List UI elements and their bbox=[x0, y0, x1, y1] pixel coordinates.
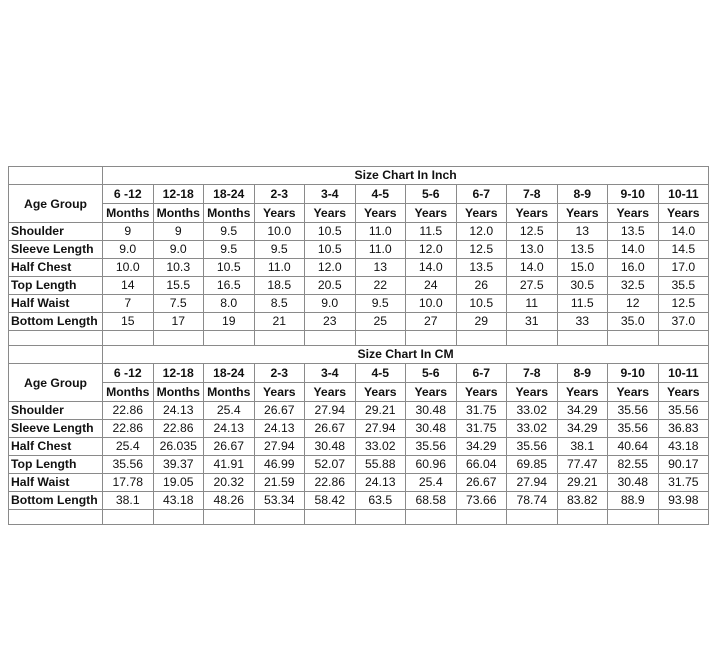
measurement-cell: 8.0 bbox=[204, 295, 255, 313]
measurement-cell: 90.17 bbox=[658, 456, 709, 474]
cm-section-age-unit: Years bbox=[608, 383, 659, 402]
measurement-cell: 83.82 bbox=[557, 492, 608, 510]
measurement-cell: 14.0 bbox=[658, 223, 709, 241]
measurement-cell: 43.18 bbox=[153, 492, 204, 510]
spacer-cell bbox=[103, 510, 154, 525]
measurement-cell: 35.5 bbox=[658, 277, 709, 295]
measurement-cell: 35.56 bbox=[608, 420, 659, 438]
measurement-cell: 8.5 bbox=[254, 295, 305, 313]
inch-section-age-unit: Years bbox=[355, 204, 406, 223]
measurement-cell: 7.5 bbox=[153, 295, 204, 313]
measurement-cell: 77.47 bbox=[557, 456, 608, 474]
measurement-cell: 93.98 bbox=[658, 492, 709, 510]
inch-section-age-range: 2-3 bbox=[254, 185, 305, 204]
spacer-cell bbox=[9, 510, 103, 525]
table-row bbox=[9, 259, 709, 277]
measurement-cell: 10.5 bbox=[456, 295, 507, 313]
measurement-cell: 15.0 bbox=[557, 259, 608, 277]
measurement-cell: 30.48 bbox=[305, 438, 356, 456]
cm-section-age-group-label: Age Group bbox=[9, 364, 103, 402]
measurement-cell: 14 bbox=[103, 277, 154, 295]
size-chart-sheet bbox=[8, 166, 708, 528]
inch-section-age-range: 7-8 bbox=[507, 185, 558, 204]
measurement-cell: 26.035 bbox=[153, 438, 204, 456]
measurement-cell: 35.56 bbox=[608, 402, 659, 420]
measurement-cell: 35.56 bbox=[406, 438, 457, 456]
inch-section-age-range: 10-11 bbox=[658, 185, 709, 204]
table-row bbox=[9, 456, 709, 474]
inch-section-age-range: 6-7 bbox=[456, 185, 507, 204]
inch-section-age-range: 12-18 bbox=[153, 185, 204, 204]
measurement-cell: 14.0 bbox=[406, 259, 457, 277]
measurement-cell: 14.5 bbox=[658, 241, 709, 259]
cm-section-age-range: 3-4 bbox=[305, 364, 356, 383]
measurement-cell: 52.07 bbox=[305, 456, 356, 474]
table-row bbox=[9, 277, 709, 295]
measurement-cell: 24.13 bbox=[204, 420, 255, 438]
measurement-cell: 39.37 bbox=[153, 456, 204, 474]
spacer-cell bbox=[557, 510, 608, 525]
cm-section-age-range: 5-6 bbox=[406, 364, 457, 383]
measurement-cell: 13.0 bbox=[507, 241, 558, 259]
measurement-cell: 12.0 bbox=[305, 259, 356, 277]
measurement-cell: 10.3 bbox=[153, 259, 204, 277]
measurement-cell: 34.29 bbox=[456, 438, 507, 456]
measurement-cell: 10.0 bbox=[254, 223, 305, 241]
measurement-cell: 17.0 bbox=[658, 259, 709, 277]
inch-section-age-unit: Months bbox=[153, 204, 204, 223]
measurement-cell: 15 bbox=[103, 313, 154, 331]
measurement-cell: 26.67 bbox=[305, 420, 356, 438]
inch-section-header-row-bottom bbox=[9, 204, 709, 223]
inch-section-age-range: 18-24 bbox=[204, 185, 255, 204]
measurement-cell: 37.0 bbox=[658, 313, 709, 331]
inch-section-age-unit: Years bbox=[406, 204, 457, 223]
measurement-cell: 14.0 bbox=[608, 241, 659, 259]
measurement-cell: 12.5 bbox=[658, 295, 709, 313]
size-chart-table bbox=[8, 166, 709, 525]
measurement-cell: 33.02 bbox=[507, 402, 558, 420]
measurement-cell: 35.0 bbox=[608, 313, 659, 331]
spacer-cell bbox=[305, 510, 356, 525]
spacer-cell bbox=[557, 331, 608, 346]
measurement-cell: 12.5 bbox=[507, 223, 558, 241]
spacer-cell bbox=[507, 510, 558, 525]
measurement-cell: 27.94 bbox=[507, 474, 558, 492]
measurement-cell: 10.5 bbox=[305, 223, 356, 241]
measurement-cell: 23 bbox=[305, 313, 356, 331]
spacer-cell bbox=[254, 510, 305, 525]
measurement-cell: 25.4 bbox=[204, 402, 255, 420]
measurement-cell: 22.86 bbox=[153, 420, 204, 438]
measurement-cell: 27.94 bbox=[305, 402, 356, 420]
measurement-cell: 11.5 bbox=[557, 295, 608, 313]
spacer-cell bbox=[9, 331, 103, 346]
spacer-cell bbox=[103, 331, 154, 346]
cm-section-age-unit: Months bbox=[204, 383, 255, 402]
measurement-cell: 9 bbox=[103, 223, 154, 241]
spacer-cell bbox=[254, 331, 305, 346]
cm-section-age-unit: Years bbox=[254, 383, 305, 402]
cm-section-age-unit: Months bbox=[103, 383, 154, 402]
spacer-cell bbox=[153, 331, 204, 346]
row-label: Bottom Length bbox=[9, 313, 103, 331]
inch-section-age-unit: Years bbox=[456, 204, 507, 223]
spacer-cell bbox=[507, 331, 558, 346]
measurement-cell: 9.5 bbox=[254, 241, 305, 259]
measurement-cell: 13.5 bbox=[608, 223, 659, 241]
measurement-cell: 82.55 bbox=[608, 456, 659, 474]
measurement-cell: 34.29 bbox=[557, 402, 608, 420]
measurement-cell: 26.67 bbox=[456, 474, 507, 492]
measurement-cell: 41.91 bbox=[204, 456, 255, 474]
inch-section-age-range: 9-10 bbox=[608, 185, 659, 204]
measurement-cell: 9.5 bbox=[204, 241, 255, 259]
row-label: Half Chest bbox=[9, 259, 103, 277]
measurement-cell: 46.99 bbox=[254, 456, 305, 474]
inch-section-age-unit: Years bbox=[608, 204, 659, 223]
cm-section-age-range: 7-8 bbox=[507, 364, 558, 383]
measurement-cell: 25.4 bbox=[103, 438, 154, 456]
row-label: Sleeve Length bbox=[9, 420, 103, 438]
measurement-cell: 20.5 bbox=[305, 277, 356, 295]
measurement-cell: 30.48 bbox=[406, 420, 457, 438]
measurement-cell: 26.67 bbox=[204, 438, 255, 456]
measurement-cell: 30.5 bbox=[557, 277, 608, 295]
measurement-cell: 13.5 bbox=[557, 241, 608, 259]
row-label: Top Length bbox=[9, 277, 103, 295]
measurement-cell: 73.66 bbox=[456, 492, 507, 510]
measurement-cell: 24.13 bbox=[254, 420, 305, 438]
inch-section-age-range: 3-4 bbox=[305, 185, 356, 204]
measurement-cell: 31.75 bbox=[456, 420, 507, 438]
measurement-cell: 38.1 bbox=[103, 492, 154, 510]
measurement-cell: 12.5 bbox=[456, 241, 507, 259]
inch-section-age-unit: Years bbox=[254, 204, 305, 223]
measurement-cell: 9 bbox=[153, 223, 204, 241]
measurement-cell: 17.78 bbox=[103, 474, 154, 492]
measurement-cell: 33.02 bbox=[355, 438, 406, 456]
measurement-cell: 30.48 bbox=[608, 474, 659, 492]
measurement-cell: 24.13 bbox=[355, 474, 406, 492]
measurement-cell: 35.56 bbox=[658, 402, 709, 420]
measurement-cell: 25 bbox=[355, 313, 406, 331]
spacer-cell bbox=[204, 331, 255, 346]
inch-section-age-unit: Months bbox=[103, 204, 154, 223]
cm-section-title-blank bbox=[9, 346, 103, 364]
measurement-cell: 7 bbox=[103, 295, 154, 313]
inch-section-title-row bbox=[9, 167, 709, 185]
spacer-cell bbox=[305, 331, 356, 346]
table-row bbox=[9, 223, 709, 241]
spacer-cell bbox=[153, 510, 204, 525]
measurement-cell: 31.75 bbox=[658, 474, 709, 492]
spacer-cell bbox=[406, 510, 457, 525]
measurement-cell: 69.85 bbox=[507, 456, 558, 474]
inch-section-age-unit: Years bbox=[507, 204, 558, 223]
spacer-cell bbox=[658, 510, 709, 525]
measurement-cell: 32.5 bbox=[608, 277, 659, 295]
cm-section-age-range: 2-3 bbox=[254, 364, 305, 383]
cm-section-age-range: 4-5 bbox=[355, 364, 406, 383]
measurement-cell: 63.5 bbox=[355, 492, 406, 510]
inch-section-header-row-top bbox=[9, 185, 709, 204]
cm-section-age-range: 9-10 bbox=[608, 364, 659, 383]
measurement-cell: 22 bbox=[355, 277, 406, 295]
spacer-cell bbox=[355, 510, 406, 525]
spacer-cell bbox=[658, 331, 709, 346]
measurement-cell: 26.67 bbox=[254, 402, 305, 420]
cm-section-age-unit: Years bbox=[658, 383, 709, 402]
row-label: Shoulder bbox=[9, 223, 103, 241]
measurement-cell: 31.75 bbox=[456, 402, 507, 420]
cm-section-age-unit: Years bbox=[507, 383, 558, 402]
spacer-cell bbox=[456, 510, 507, 525]
measurement-cell: 9.5 bbox=[204, 223, 255, 241]
measurement-cell: 10.5 bbox=[204, 259, 255, 277]
measurement-cell: 27 bbox=[406, 313, 457, 331]
measurement-cell: 11.0 bbox=[254, 259, 305, 277]
cm-section-age-range: 18-24 bbox=[204, 364, 255, 383]
inch-section-age-range: 5-6 bbox=[406, 185, 457, 204]
measurement-cell: 12.0 bbox=[406, 241, 457, 259]
inch-section-age-unit: Months bbox=[204, 204, 255, 223]
cm-section-age-unit: Years bbox=[557, 383, 608, 402]
inch-section-title-blank bbox=[9, 167, 103, 185]
inch-section-age-group-label: Age Group bbox=[9, 185, 103, 223]
measurement-cell: 29.21 bbox=[557, 474, 608, 492]
row-label: Sleeve Length bbox=[9, 241, 103, 259]
spacer-cell bbox=[608, 510, 659, 525]
section-spacer-row bbox=[9, 331, 709, 346]
table-row bbox=[9, 474, 709, 492]
cm-section-age-range: 6-7 bbox=[456, 364, 507, 383]
measurement-cell: 29 bbox=[456, 313, 507, 331]
measurement-cell: 33 bbox=[557, 313, 608, 331]
measurement-cell: 13.5 bbox=[456, 259, 507, 277]
table-row bbox=[9, 313, 709, 331]
measurement-cell: 48.26 bbox=[204, 492, 255, 510]
cm-section-header-row-bottom bbox=[9, 383, 709, 402]
measurement-cell: 55.88 bbox=[355, 456, 406, 474]
inch-section-age-range: 4-5 bbox=[355, 185, 406, 204]
row-label: Half Waist bbox=[9, 295, 103, 313]
inch-section-age-unit: Years bbox=[658, 204, 709, 223]
measurement-cell: 22.86 bbox=[103, 402, 154, 420]
cm-section-age-unit: Years bbox=[355, 383, 406, 402]
spacer-cell bbox=[406, 331, 457, 346]
measurement-cell: 22.86 bbox=[305, 474, 356, 492]
measurement-cell: 88.9 bbox=[608, 492, 659, 510]
measurement-cell: 9.0 bbox=[103, 241, 154, 259]
cm-section-age-range: 10-11 bbox=[658, 364, 709, 383]
measurement-cell: 11.0 bbox=[355, 223, 406, 241]
measurement-cell: 16.5 bbox=[204, 277, 255, 295]
spacer-cell bbox=[456, 331, 507, 346]
measurement-cell: 25.4 bbox=[406, 474, 457, 492]
measurement-cell: 78.74 bbox=[507, 492, 558, 510]
measurement-cell: 66.04 bbox=[456, 456, 507, 474]
row-label: Shoulder bbox=[9, 402, 103, 420]
table-row bbox=[9, 295, 709, 313]
cm-section-age-unit: Years bbox=[456, 383, 507, 402]
measurement-cell: 68.58 bbox=[406, 492, 457, 510]
measurement-cell: 38.1 bbox=[557, 438, 608, 456]
measurement-cell: 10.0 bbox=[406, 295, 457, 313]
measurement-cell: 21.59 bbox=[254, 474, 305, 492]
row-label: Bottom Length bbox=[9, 492, 103, 510]
spacer-cell bbox=[355, 331, 406, 346]
measurement-cell: 16.0 bbox=[608, 259, 659, 277]
table-row bbox=[9, 402, 709, 420]
measurement-cell: 31 bbox=[507, 313, 558, 331]
measurement-cell: 40.64 bbox=[608, 438, 659, 456]
cm-section-header-row-top bbox=[9, 364, 709, 383]
measurement-cell: 60.96 bbox=[406, 456, 457, 474]
measurement-cell: 35.56 bbox=[103, 456, 154, 474]
measurement-cell: 24.13 bbox=[153, 402, 204, 420]
measurement-cell: 10.0 bbox=[103, 259, 154, 277]
measurement-cell: 14.0 bbox=[507, 259, 558, 277]
measurement-cell: 13 bbox=[557, 223, 608, 241]
measurement-cell: 20.32 bbox=[204, 474, 255, 492]
measurement-cell: 27.94 bbox=[355, 420, 406, 438]
table-row bbox=[9, 241, 709, 259]
cm-section-age-unit: Months bbox=[153, 383, 204, 402]
measurement-cell: 9.0 bbox=[153, 241, 204, 259]
measurement-cell: 18.5 bbox=[254, 277, 305, 295]
cm-section-age-unit: Years bbox=[406, 383, 457, 402]
measurement-cell: 12.0 bbox=[456, 223, 507, 241]
trailing-spacer-row bbox=[9, 510, 709, 525]
row-label: Top Length bbox=[9, 456, 103, 474]
measurement-cell: 27.5 bbox=[507, 277, 558, 295]
cm-section-age-range: 6 -12 bbox=[103, 364, 154, 383]
measurement-cell: 11 bbox=[507, 295, 558, 313]
measurement-cell: 9.5 bbox=[355, 295, 406, 313]
measurement-cell: 34.29 bbox=[557, 420, 608, 438]
measurement-cell: 13 bbox=[355, 259, 406, 277]
spacer-cell bbox=[204, 510, 255, 525]
inch-section-age-unit: Years bbox=[557, 204, 608, 223]
measurement-cell: 10.5 bbox=[305, 241, 356, 259]
row-label: Half Chest bbox=[9, 438, 103, 456]
inch-section-title: Size Chart In Inch bbox=[103, 167, 709, 185]
table-row bbox=[9, 438, 709, 456]
measurement-cell: 15.5 bbox=[153, 277, 204, 295]
measurement-cell: 43.18 bbox=[658, 438, 709, 456]
table-row bbox=[9, 492, 709, 510]
cm-section-title: Size Chart In CM bbox=[103, 346, 709, 364]
table-row bbox=[9, 420, 709, 438]
measurement-cell: 9.0 bbox=[305, 295, 356, 313]
measurement-cell: 21 bbox=[254, 313, 305, 331]
measurement-cell: 33.02 bbox=[507, 420, 558, 438]
row-label: Half Waist bbox=[9, 474, 103, 492]
size-chart-body bbox=[9, 167, 709, 525]
measurement-cell: 27.94 bbox=[254, 438, 305, 456]
measurement-cell: 12 bbox=[608, 295, 659, 313]
measurement-cell: 11.5 bbox=[406, 223, 457, 241]
inch-section-age-unit: Years bbox=[305, 204, 356, 223]
measurement-cell: 58.42 bbox=[305, 492, 356, 510]
cm-section-title-row bbox=[9, 346, 709, 364]
measurement-cell: 35.56 bbox=[507, 438, 558, 456]
inch-section-age-range: 6 -12 bbox=[103, 185, 154, 204]
measurement-cell: 26 bbox=[456, 277, 507, 295]
measurement-cell: 19.05 bbox=[153, 474, 204, 492]
measurement-cell: 17 bbox=[153, 313, 204, 331]
measurement-cell: 24 bbox=[406, 277, 457, 295]
measurement-cell: 19 bbox=[204, 313, 255, 331]
cm-section-age-range: 12-18 bbox=[153, 364, 204, 383]
spacer-cell bbox=[608, 331, 659, 346]
measurement-cell: 36.83 bbox=[658, 420, 709, 438]
cm-section-age-range: 8-9 bbox=[557, 364, 608, 383]
measurement-cell: 22.86 bbox=[103, 420, 154, 438]
measurement-cell: 11.0 bbox=[355, 241, 406, 259]
cm-section-age-unit: Years bbox=[305, 383, 356, 402]
inch-section-age-range: 8-9 bbox=[557, 185, 608, 204]
measurement-cell: 29.21 bbox=[355, 402, 406, 420]
measurement-cell: 30.48 bbox=[406, 402, 457, 420]
measurement-cell: 53.34 bbox=[254, 492, 305, 510]
